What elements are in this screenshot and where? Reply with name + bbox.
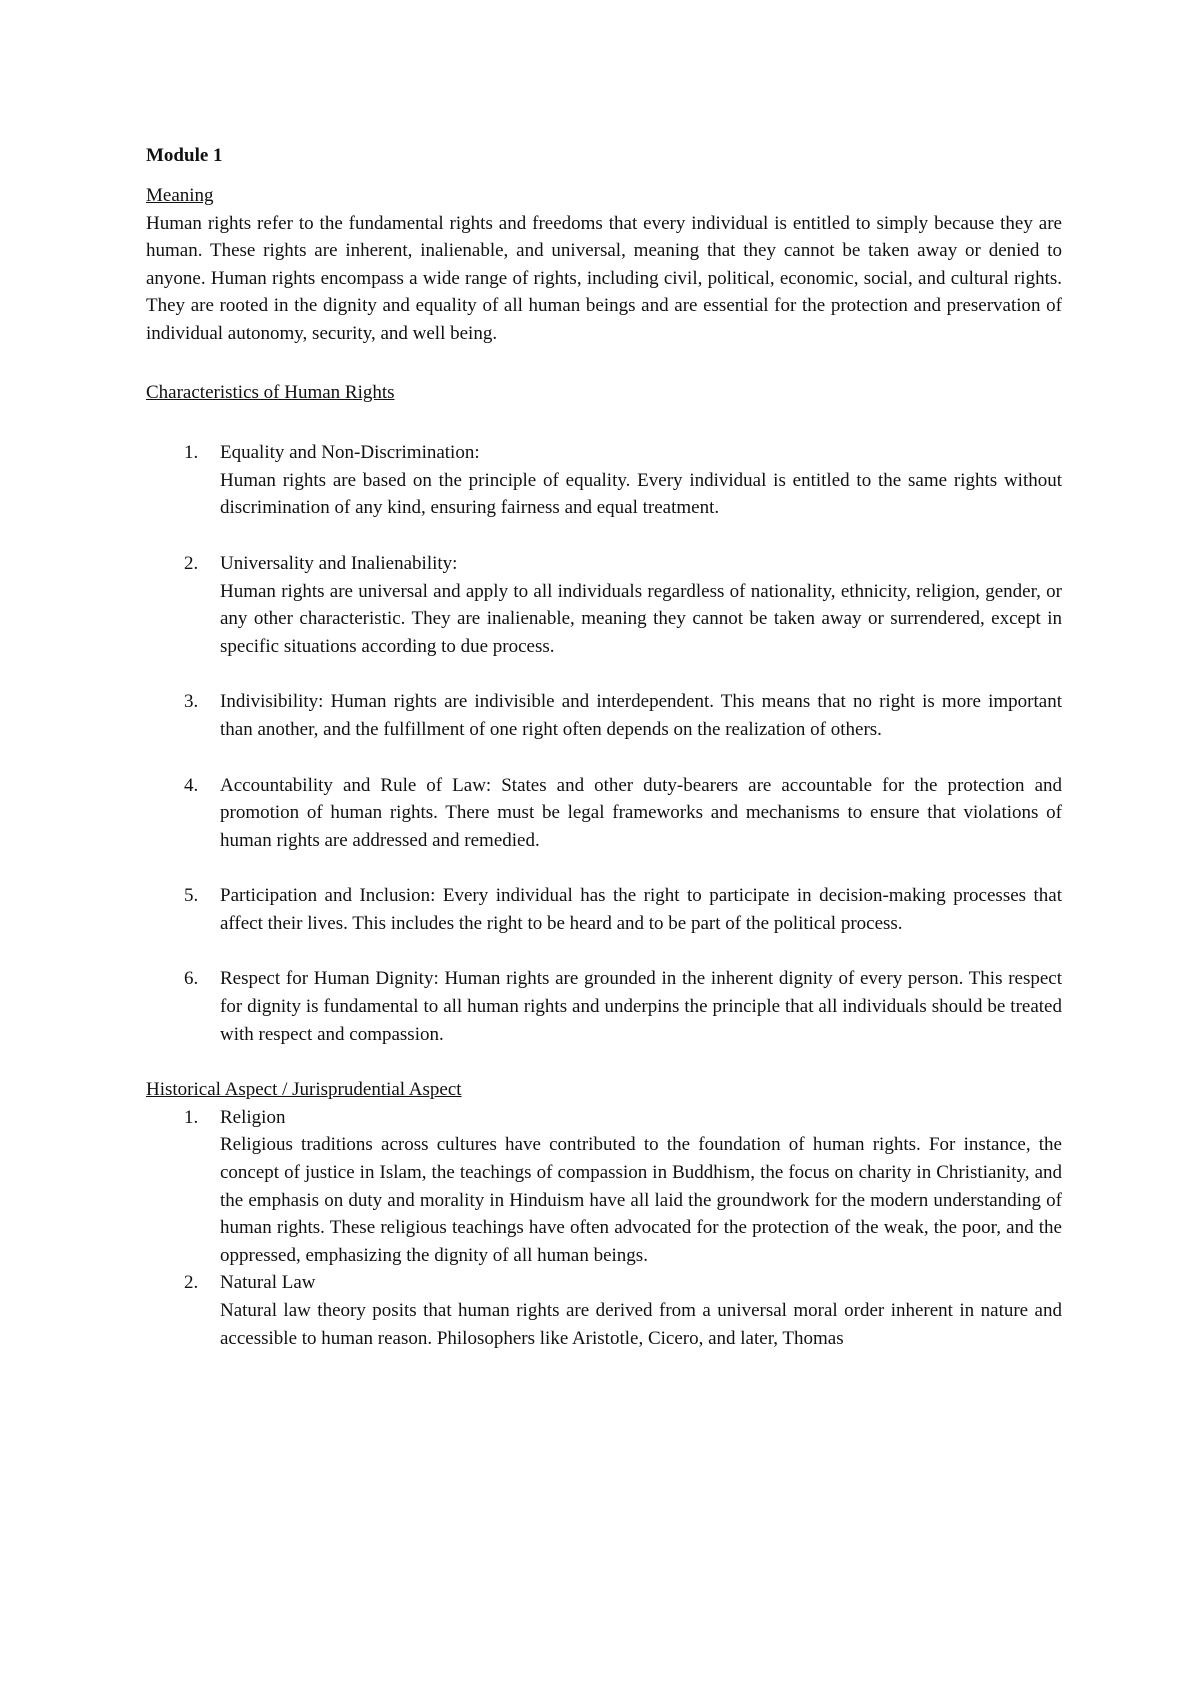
historical-heading: Historical Aspect / Jurisprudential Aspect (146, 1079, 462, 1101)
list-item-text: Indivisibility: Human rights are indivisible and interdependent. This means that no right is more important than another, and the fulfillment of one right often depends on the realization of others. (220, 691, 1062, 740)
list-item-text: Accountability and Rule of Law: States and other duty-bearers are accountable for the protection and promotion of human rights. There must be legal frameworks and mechanisms to ensure that violations of human rights are addressed and remedied. (220, 774, 1062, 851)
spacer (146, 937, 1062, 965)
list-item-title: Religion (220, 1106, 286, 1128)
list-item (146, 882, 1062, 937)
list-item-number: 4. (184, 774, 199, 796)
list-item-body: Human rights are based on the principle of equality. Every individual is entitled to the same rights without discrimination of any kind, ensuring fairness and equal treatment. (220, 469, 1062, 519)
list-item-number: 6. (184, 968, 199, 990)
list-item (146, 965, 1062, 1048)
list-item-title: Universality and Inalienability: (220, 552, 458, 574)
list-item (146, 550, 1062, 660)
spacer (146, 522, 1062, 550)
list-item-number: 1. (184, 442, 199, 464)
module-title: Module 1 (146, 145, 223, 166)
list-item-body: Human rights are universal and apply to all individuals regardless of nationality, ethnicity, religion, gender, or any other characteristic. They are inalienable, meaning they cannot be taken away or surrendered, except in specific situations according to due process. (220, 580, 1062, 657)
meaning-paragraph: Human rights refer to the fundamental rights and freedoms that every individual is entitled to simply because they are human. These rights are inherent, inalienable, and universal, meaning that they cannot be taken away or denied to anyone. Human rights encompass a wide range of rights, including civil, political, economic, social, and cultural rights. They are rooted in the dignity and equality of all human beings and are essential for the protection and preservation of individual autonomy, security, and well being. (146, 212, 1062, 344)
list-item-text: Participation and Inclusion: Every individual has the right to participate in decision-making processes that affect their lives. This includes the right to be heard and to be part of the political process. (220, 885, 1062, 934)
list-item-number: 5. (184, 885, 199, 907)
list-item-number: 1. (184, 1106, 199, 1128)
list-item-body: Religious traditions across cultures have contributed to the foundation of human rights. For instance, the concept of justice in Islam, the teachings of compassion in Buddhism, the focus on charity in Christianity, and the emphasis on duty and morality in Hinduism have all laid the groundwork for the modern understanding of human rights. These religious teachings have often advocated for the protection of the weak, the poor, and the oppressed, emphasizing the dignity of all human beings. (220, 1134, 1062, 1266)
list-item-title: Equality and Non-Discrimination: (220, 442, 480, 464)
document-content (146, 142, 1062, 1352)
spacer (146, 348, 1062, 379)
list-item-body: Natural law theory posits that human rights are derived from a universal moral order inherent in nature and accessible to human reason. Philosophers like Aristotle, Cicero, and later, Thomas (220, 1300, 1062, 1349)
list-item-title: Natural Law (220, 1272, 316, 1294)
historical-list (146, 1104, 1062, 1352)
list-item (146, 772, 1062, 855)
characteristics-list (146, 439, 1062, 1048)
list-item (146, 1269, 1062, 1352)
characteristics-heading: Characteristics of Human Rights (146, 381, 395, 403)
list-item-number: 2. (184, 552, 199, 574)
spacer (146, 744, 1062, 772)
list-item-text: Respect for Human Dignity: Human rights are grounded in the inherent dignity of every person. This respect for dignity is fundamental to all human rights and underpins the principle that all individuals should be treated with respect and compassion. (220, 968, 1062, 1045)
list-item (146, 439, 1062, 522)
meaning-heading: Meaning (146, 185, 214, 206)
list-item-number: 2. (184, 1272, 199, 1294)
spacer (146, 1048, 1062, 1076)
list-item-number: 3. (184, 691, 199, 713)
spacer (146, 854, 1062, 882)
list-item (146, 688, 1062, 743)
list-item (146, 1104, 1062, 1270)
spacer (146, 660, 1062, 688)
spacer (146, 406, 1062, 439)
